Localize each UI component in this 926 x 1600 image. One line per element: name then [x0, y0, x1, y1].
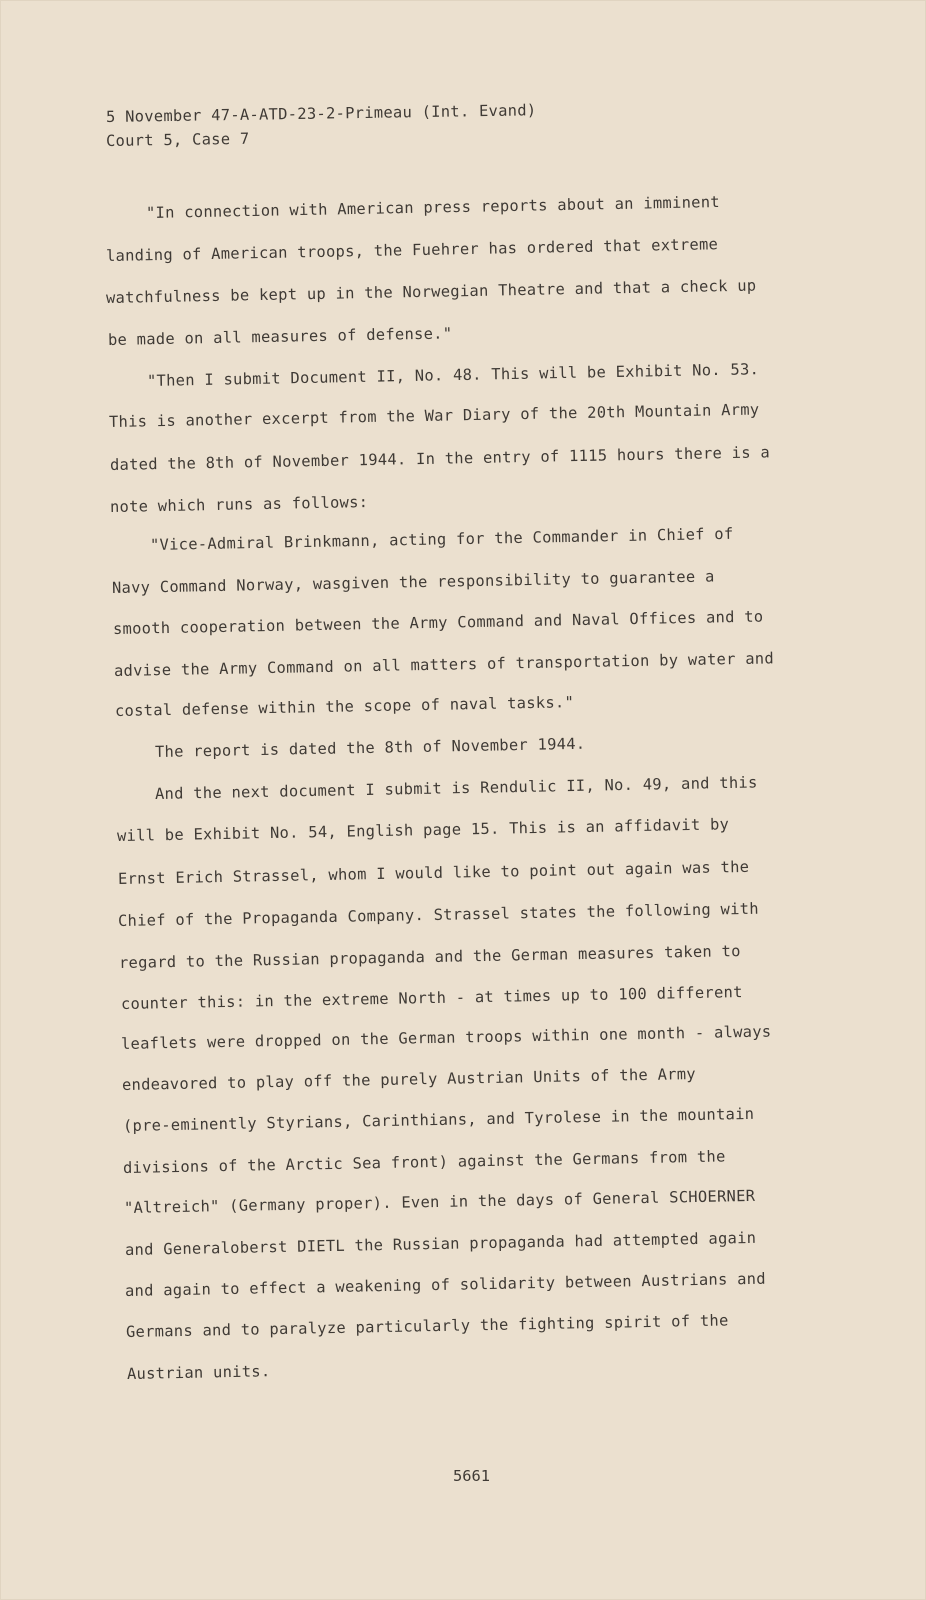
- text-line: divisions of the Arctic Sea front) against the Germans from the: [122, 1147, 726, 1177]
- text-line: This is another excerpt from the War Diary of the 20th Mountain Army: [108, 400, 760, 431]
- header-session-line: 5 November 47-A-ATD-23-2-Primeau (Int. Evand): [105, 101, 537, 126]
- text-line: Austrian units.: [126, 1362, 271, 1383]
- text-line: And the next document I submit is Rendulic II, No. 49, and this: [154, 773, 758, 803]
- text-line: Chief of the Propaganda Company. Strassel states the following with: [117, 899, 759, 930]
- text-line: "In connection with American press reports about an imminent: [145, 192, 721, 222]
- text-line: costal defense within the scope of naval tasks.": [114, 693, 575, 720]
- page-number: 5661: [453, 1467, 491, 1485]
- text-line: landing of American troops, the Fuehrer has ordered that extreme: [105, 235, 719, 265]
- text-line: Navy Command Norway, wasgiven the responsibility to guarantee a: [111, 567, 715, 597]
- text-line: (pre-eminently Styrians, Carinthians, and Tyrolese in the mountain: [122, 1104, 755, 1135]
- text-line: endeavored to play off the purely Austrian Units of the Army: [121, 1064, 697, 1094]
- text-line: The report is dated the 8th of November 1944.: [154, 734, 586, 761]
- text-line: smooth cooperation between the Army Command and Naval Offices and to: [112, 607, 764, 638]
- text-line: regard to the Russian propaganda and the German measures taken to: [118, 942, 741, 972]
- text-line: note which runs as follows:: [109, 493, 369, 516]
- text-line: "Altreich" (Germany proper). Even in the days of General SCHOERNER: [123, 1186, 756, 1217]
- text-line: "Then I submit Document II, No. 48. This will be Exhibit No. 53.: [146, 360, 760, 390]
- header-court-line: Court 5, Case 7: [105, 129, 250, 150]
- text-line: dated the 8th of November 1944. In the entry of 1115 hours there is a: [109, 443, 771, 474]
- text-line: will be Exhibit No. 54, English page 15. This is an affidavit by: [116, 815, 730, 845]
- text-line: counter this: in the extreme North - at times up to 100 different: [120, 983, 743, 1013]
- text-line: Ernst Erich Strassel, whom I would like to point out again was the: [117, 857, 750, 888]
- text-line: be made on all measures of defense.": [107, 324, 453, 349]
- text-line: "Vice-Admiral Brinkmann, acting for the Commander in Chief of: [149, 524, 734, 554]
- text-line: leaflets were dropped on the German troops within one month - always: [120, 1022, 772, 1053]
- text-line: watchfulness be kept up in the Norwegian Theatre and that a check up: [105, 276, 757, 307]
- text-line: Germans and to paralyze particularly the fighting spirit of the: [125, 1311, 729, 1341]
- text-line: and again to effect a weakening of solidarity between Austrians and: [124, 1269, 766, 1300]
- text-line: and Generaloberst DIETL the Russian propaganda had attempted again: [124, 1228, 757, 1259]
- text-line: advise the Army Command on all matters of transportation by water and: [113, 649, 775, 680]
